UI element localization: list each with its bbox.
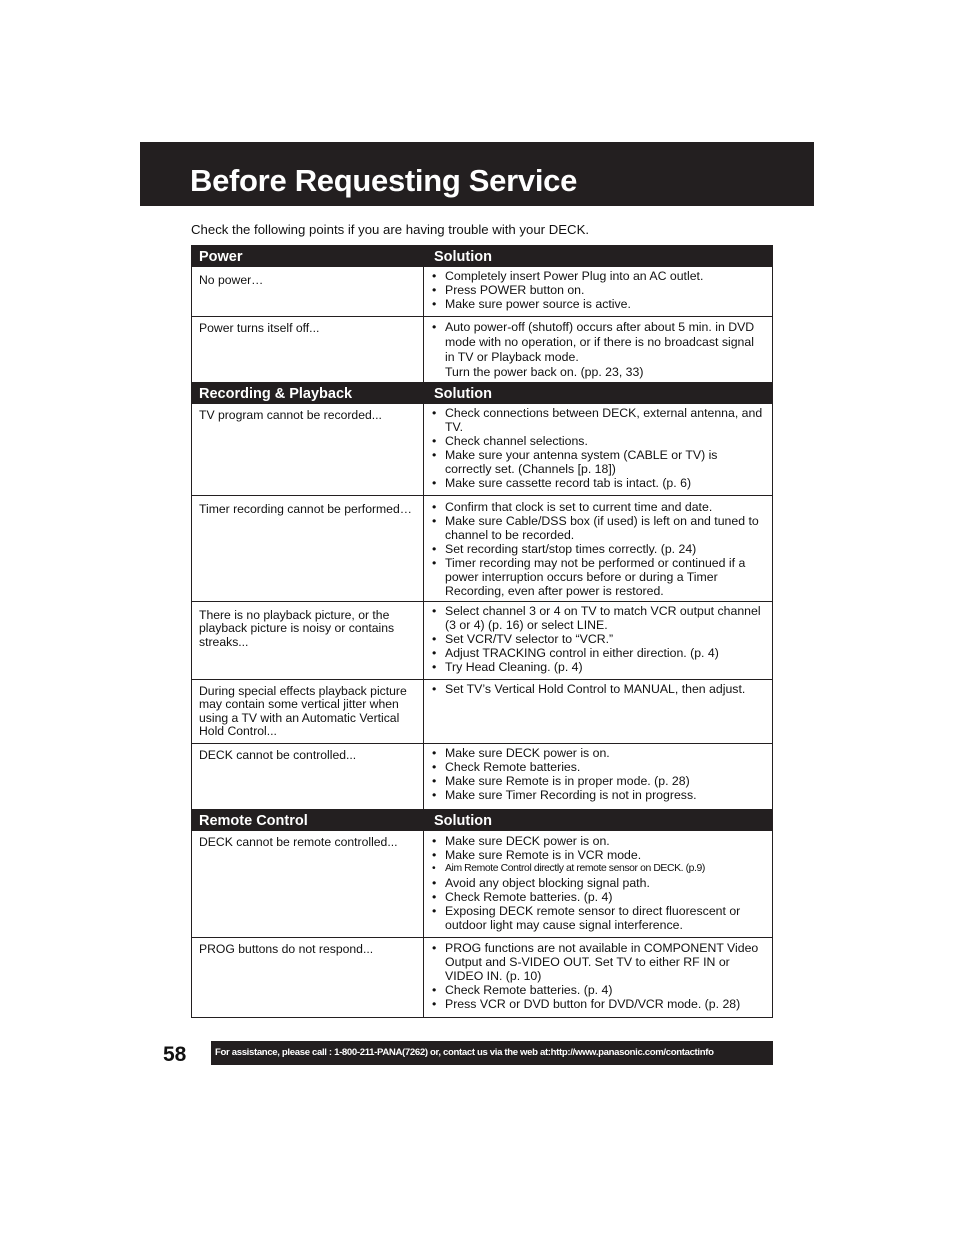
- solution-item: • Check Remote batteries. (p. 4): [432, 890, 766, 904]
- table-row: [192, 744, 772, 810]
- solution-list: [424, 317, 772, 382]
- problem-text: Power turns itself off...: [192, 317, 424, 382]
- problem-text: Timer recording cannot be performed…: [192, 496, 424, 601]
- solution-item: • Try Head Cleaning. (p. 4): [432, 660, 766, 674]
- table-row: [192, 317, 772, 383]
- solution-item: • Aim Remote Control directly at remote sensor on DECK. (p.9): [432, 862, 766, 876]
- solution-list: [424, 404, 772, 495]
- solution-item: • Set VCR/TV selector to “VCR.”: [432, 632, 766, 646]
- solution-item: • PROG functions are not available in COMPONENT Video Output and S-VIDEO OUT. Set TV to either RF IN or VIDEO IN. (p. 10): [432, 941, 766, 983]
- section-header-remote-control: [192, 810, 772, 831]
- section-title: Power: [199, 248, 243, 265]
- solution-item: • Check Remote batteries.: [432, 760, 766, 774]
- solution-item: • Make sure Timer Recording is not in progress.: [432, 788, 766, 802]
- solution-list: [424, 602, 772, 679]
- page-title: Before Requesting Service: [190, 163, 578, 198]
- table-row: [192, 267, 772, 317]
- solution-item: • Select channel 3 or 4 on TV to match VCR output channel (3 or 4) (p. 16) or select LINE.: [432, 604, 766, 632]
- solution-item: • Make sure cassette record tab is intact. (p. 6): [432, 476, 766, 490]
- solution-item: • Exposing DECK remote sensor to direct fluorescent or outdoor light may cause signal interference.: [432, 904, 766, 932]
- table-row: [192, 831, 772, 938]
- solution-item: • Make sure your antenna system (CABLE or TV) is correctly set. (Channels [p. 18]): [432, 448, 766, 476]
- solution-item: • Make sure DECK power is on.: [432, 746, 766, 760]
- solution-list: [424, 680, 772, 743]
- problem-text: During special effects playback picture may contain some vertical jitter when using a TV with an Automatic Vertical Hold Control...: [192, 680, 424, 743]
- solution-item: • Press VCR or DVD button for DVD/VCR mode. (p. 28): [432, 997, 766, 1011]
- troubleshooting-table: [191, 245, 773, 1018]
- solution-list: [424, 831, 772, 937]
- solution-item: • Make sure Remote is in VCR mode.: [432, 848, 766, 862]
- solution-item: • Make sure Cable/DSS box (if used) is left on and tuned to channel to be recorded.: [432, 514, 766, 542]
- page-number: 58: [163, 1043, 187, 1066]
- problem-text: DECK cannot be remote controlled...: [192, 831, 424, 937]
- solution-item: • Make sure power source is active.: [432, 297, 766, 311]
- solution-item: • Make sure DECK power is on.: [432, 834, 766, 848]
- table-row: [192, 496, 772, 602]
- solution-item: • Check Remote batteries. (p. 4): [432, 983, 766, 997]
- solution-item: • Press POWER button on.: [432, 283, 766, 297]
- solution-list: [424, 938, 772, 1017]
- solution-item: • Confirm that clock is set to current time and date.: [432, 500, 766, 514]
- solution-item: • Auto power-off (shutoff) occurs after about 5 min. in DVD mode with no operation, or if there is no broadcast signal in TV or Playback mode.: [432, 320, 766, 365]
- problem-text: PROG buttons do not respond...: [192, 938, 424, 1017]
- solution-item: • Check channel selections.: [432, 434, 766, 448]
- solution-list: [424, 744, 772, 809]
- solution-item: Turn the power back on. (pp. 23, 33): [445, 365, 644, 379]
- assistance-footer: For assistance, please call : 1-800-211-PANA(7262) or, contact us via the web at:http://www.panasonic.com/contactinfo: [211, 1041, 773, 1065]
- section-title: Remote Control: [199, 812, 308, 829]
- problem-text: No power…: [192, 267, 424, 316]
- solution-item: • Check connections between DECK, external antenna, and TV.: [432, 406, 766, 434]
- intro-text: Check the following points if you are having trouble with your DECK.: [191, 222, 590, 237]
- problem-text: There is no playback picture, or the playback picture is noisy or contains streaks...: [192, 602, 424, 679]
- solution-header: Solution: [434, 248, 492, 265]
- solution-item: • Set recording start/stop times correctly. (p. 24): [432, 542, 766, 556]
- problem-text: TV program cannot be recorded...: [192, 404, 424, 495]
- solution-item: • Set TV’s Vertical Hold Control to MANUAL, then adjust.: [432, 682, 766, 696]
- solution-item: • Completely insert Power Plug into an AC outlet.: [432, 269, 766, 283]
- table-row: [192, 680, 772, 744]
- solution-item: • Adjust TRACKING control in either direction. (p. 4): [432, 646, 766, 660]
- solution-header: Solution: [434, 812, 492, 829]
- title-bar: [140, 142, 814, 206]
- problem-text: DECK cannot be controlled...: [192, 744, 424, 809]
- solution-item: • Timer recording may not be performed or continued if a power interruption occurs before or during a Timer Recording, even after power is restored.: [432, 556, 766, 598]
- table-row: [192, 938, 772, 1017]
- solution-header: Solution: [434, 385, 492, 402]
- solution-item: • Avoid any object blocking signal path.: [432, 876, 766, 890]
- solution-item: • Make sure Remote is in proper mode. (p. 28): [432, 774, 766, 788]
- section-header-power: [192, 246, 772, 267]
- section-title: Recording & Playback: [199, 385, 353, 402]
- table-row: [192, 602, 772, 680]
- table-row: [192, 404, 772, 496]
- solution-list: [424, 267, 772, 316]
- section-header-recording-playback: [192, 383, 772, 404]
- solution-list: [424, 496, 772, 601]
